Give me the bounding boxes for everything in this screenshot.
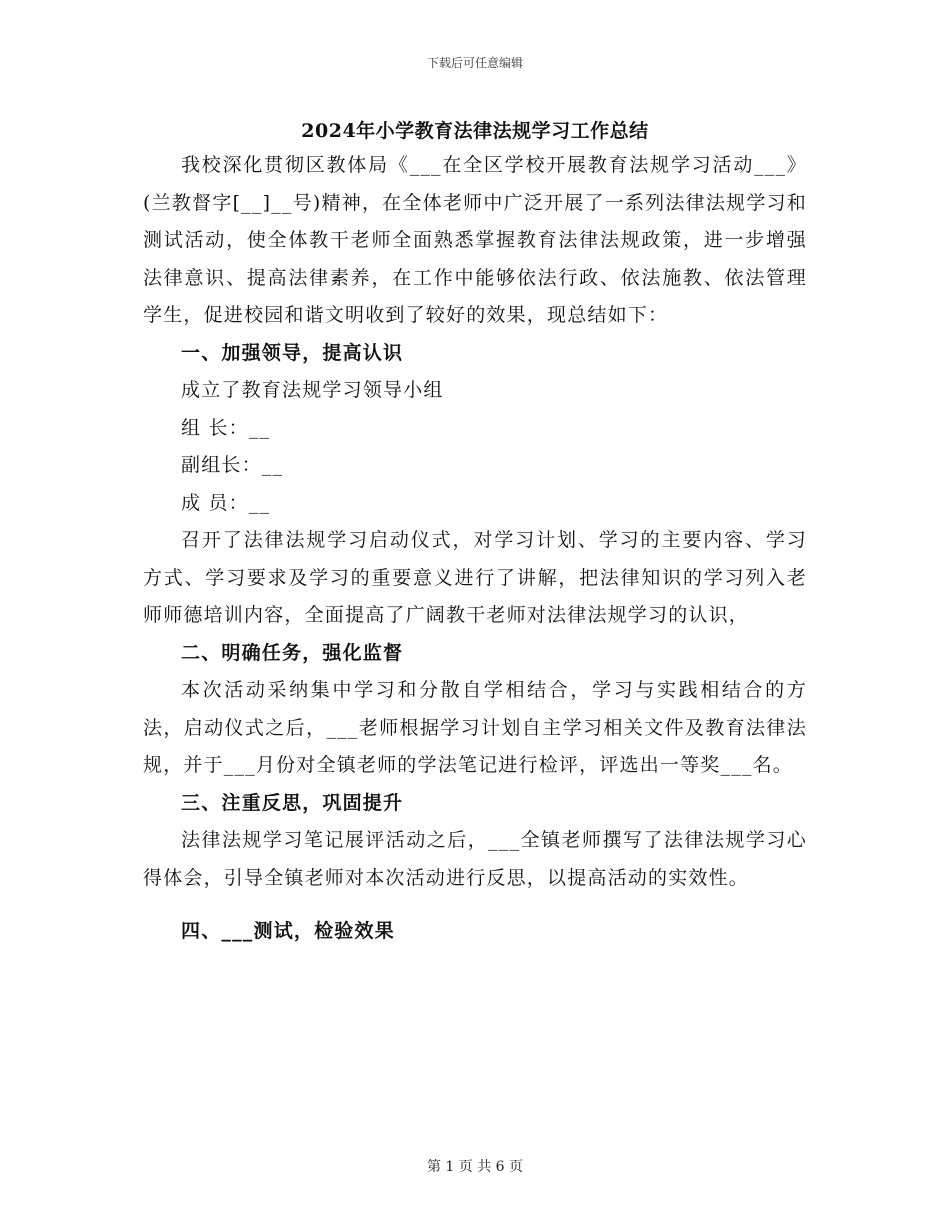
intro-paragraph: 我校深化贯彻区教体局《___在全区学校开展教育法规学习活动___》(兰教督字[__]__号)精神，在全体老师中广泛开展了一系列法律法规学习和测试活动，使全体教干老师全面熟悉掌握教育法律法规政策，进一步增强法律意识、提高法律素养，在工作中能够依法行政、依法施教、依法管理学生，促进校园和谐文明收到了较好的效果，现总结如下： — [143, 154, 807, 326]
section-2-heading: 二、明确任务，强化监督 — [181, 641, 404, 664]
section-1-heading: 一、加强领导，提高认识 — [181, 341, 404, 364]
section-1-group-line: 成立了教育法规学习领导小组 — [181, 379, 444, 401]
section-1-members-line: 成 员：__ — [181, 491, 271, 514]
section-1-deputy-line: 副组长：__ — [181, 454, 284, 476]
section-1-leader-line: 组 长：__ — [181, 416, 271, 439]
section-3-heading: 三、注重反思，巩固提升 — [181, 791, 404, 814]
document-body — [143, 147, 807, 951]
section-2-body: 本次活动采纳集中学习和分散自学相结合，学习与实践相结合的方法，启动仪式之后，___老师根据学习计划自主学习相关文件及教育法律法规，并于___月份对全镇老师的学法笔记进行检评，评选出一等奖___名。 — [143, 679, 807, 776]
section-3-body: 法律法规学习笔记展评活动之后，___全镇老师撰写了法律法规学习心得体会，引导全镇老师对本次活动进行反思，以提高活动的实效性。 — [143, 829, 807, 889]
header-note: 下载后可任意编辑 — [426, 56, 523, 70]
section-1-body: 召开了法律法规学习启动仪式，对学习计划、学习的主要内容、学习方式、学习要求及学习的重要意义进行了讲解，把法律知识的学习列入老师师德培训内容，全面提高了广阔教干老师对法律法规学习的认识， — [143, 529, 807, 626]
section-4-heading: 四、___测试，检验效果 — [181, 920, 395, 942]
page-number-footer: 第 1 页 共 6 页 — [426, 1159, 524, 1175]
document-title: 2024年小学教育法律法规学习工作总结 — [301, 120, 649, 142]
